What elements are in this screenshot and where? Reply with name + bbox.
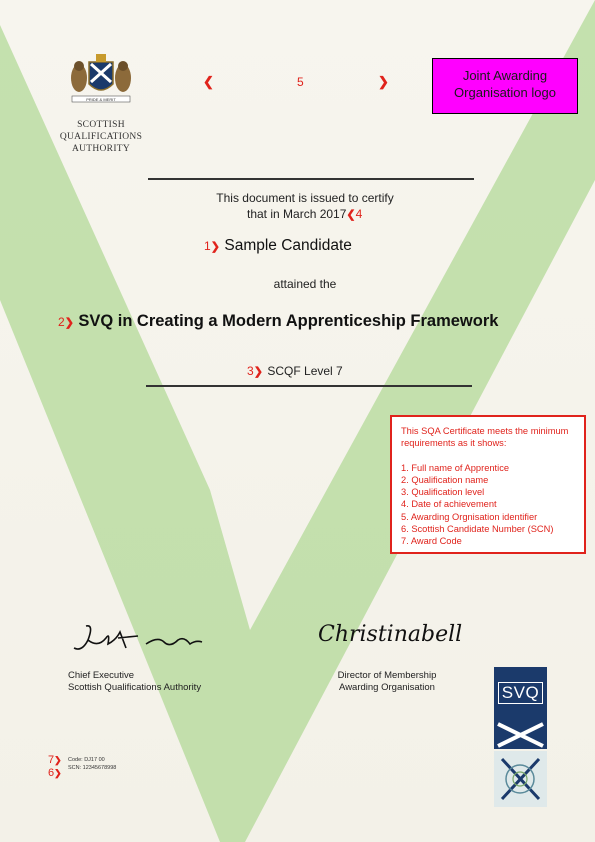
chevron-right-icon: ❯ xyxy=(210,241,220,253)
qualification-name: Creating a Modern Apprenticeship Framework xyxy=(136,312,499,330)
svq-logo-text: SVQ xyxy=(498,682,543,704)
certificate-codes xyxy=(68,756,116,772)
level-row xyxy=(247,362,343,380)
chevron-right-icon: ❯ xyxy=(64,317,74,329)
requirement-item: 3. Qualification level xyxy=(401,487,485,498)
top-rule xyxy=(148,178,474,180)
requirement-item: 5. Awarding Orgnisation identifier xyxy=(401,511,538,522)
left-signatory-title: Chief Executive xyxy=(68,670,135,681)
statement-date: that in March 2017 xyxy=(247,207,347,221)
sqa-name-line1: SCOTTISH xyxy=(77,120,125,130)
marker-7: 7 xyxy=(48,754,55,766)
scn-number: SCN: 12345678998 xyxy=(68,765,117,771)
chevron-right-icon: ❯ xyxy=(54,768,62,778)
chief-executive-signature xyxy=(68,618,208,660)
requirement-item: 2. Qualification name xyxy=(401,475,489,486)
right-signatory-title: Director of Membership xyxy=(337,670,437,681)
marker-4: 4 xyxy=(355,207,363,221)
qualification-prefix: SVQ in xyxy=(78,312,133,330)
right-signatory xyxy=(316,670,458,694)
candidate-name: Sample Candidate xyxy=(224,237,352,254)
sqa-crest xyxy=(56,52,146,155)
saltire-icon xyxy=(494,710,547,750)
award-code: Code: DJ17 00 xyxy=(68,757,105,763)
callout-intro: This SQA Certificate meets the minimum requirements as it shows: xyxy=(401,426,569,449)
qualification-row xyxy=(58,312,498,331)
marker-1: 1 xyxy=(204,239,211,253)
statement-line2 xyxy=(247,207,362,221)
chevron-right-icon: ❯ xyxy=(54,755,62,765)
marker-3: 3 xyxy=(247,364,254,378)
crest-icon xyxy=(66,52,136,112)
left-signatory-org: Scottish Qualifications Authority xyxy=(68,682,202,693)
left-signatory xyxy=(68,670,201,694)
requirement-item: 7. Award Code xyxy=(401,535,462,546)
candidate-row xyxy=(204,237,352,255)
director-signature: Christinabell xyxy=(318,622,463,647)
joint-awarding-logo: Joint Awarding Organisation logo xyxy=(432,58,578,114)
requirements-callout xyxy=(390,415,586,554)
requirement-item: 1. Full name of Apprentice xyxy=(401,463,510,474)
attained-text: attained the xyxy=(273,277,337,291)
code-markers xyxy=(48,753,62,779)
sqa-name-line3: AUTHORITY xyxy=(71,144,131,154)
requirement-item: 4. Date of achievement xyxy=(401,499,497,510)
right-signatory-org: Awarding Organisation xyxy=(339,682,435,693)
marker-2: 2 xyxy=(58,315,65,329)
svq-logo xyxy=(494,667,547,749)
chevron-left-icon: ❮ xyxy=(203,74,214,89)
chevron-left-icon: ❮ xyxy=(346,209,356,221)
marker-5: 5 xyxy=(297,75,304,89)
requirement-item: 6. Scottish Candidate Number (SCN) xyxy=(401,523,554,534)
bottom-rule xyxy=(146,385,472,387)
statement-line1: This document is issued to certify xyxy=(216,191,394,205)
sqa-name-line2: QUALIFICATIONS xyxy=(59,132,143,142)
marker-6: 6 xyxy=(48,767,55,779)
chevron-right-icon: ❯ xyxy=(253,366,263,378)
chevron-right-icon: ❯ xyxy=(378,74,389,89)
crest-motto: PRIDE & MERIT xyxy=(86,97,116,102)
requirements-list xyxy=(401,462,575,547)
sqa-name xyxy=(56,119,146,155)
security-seal-icon xyxy=(494,751,547,807)
scqf-level: SCQF Level 7 xyxy=(267,364,343,378)
